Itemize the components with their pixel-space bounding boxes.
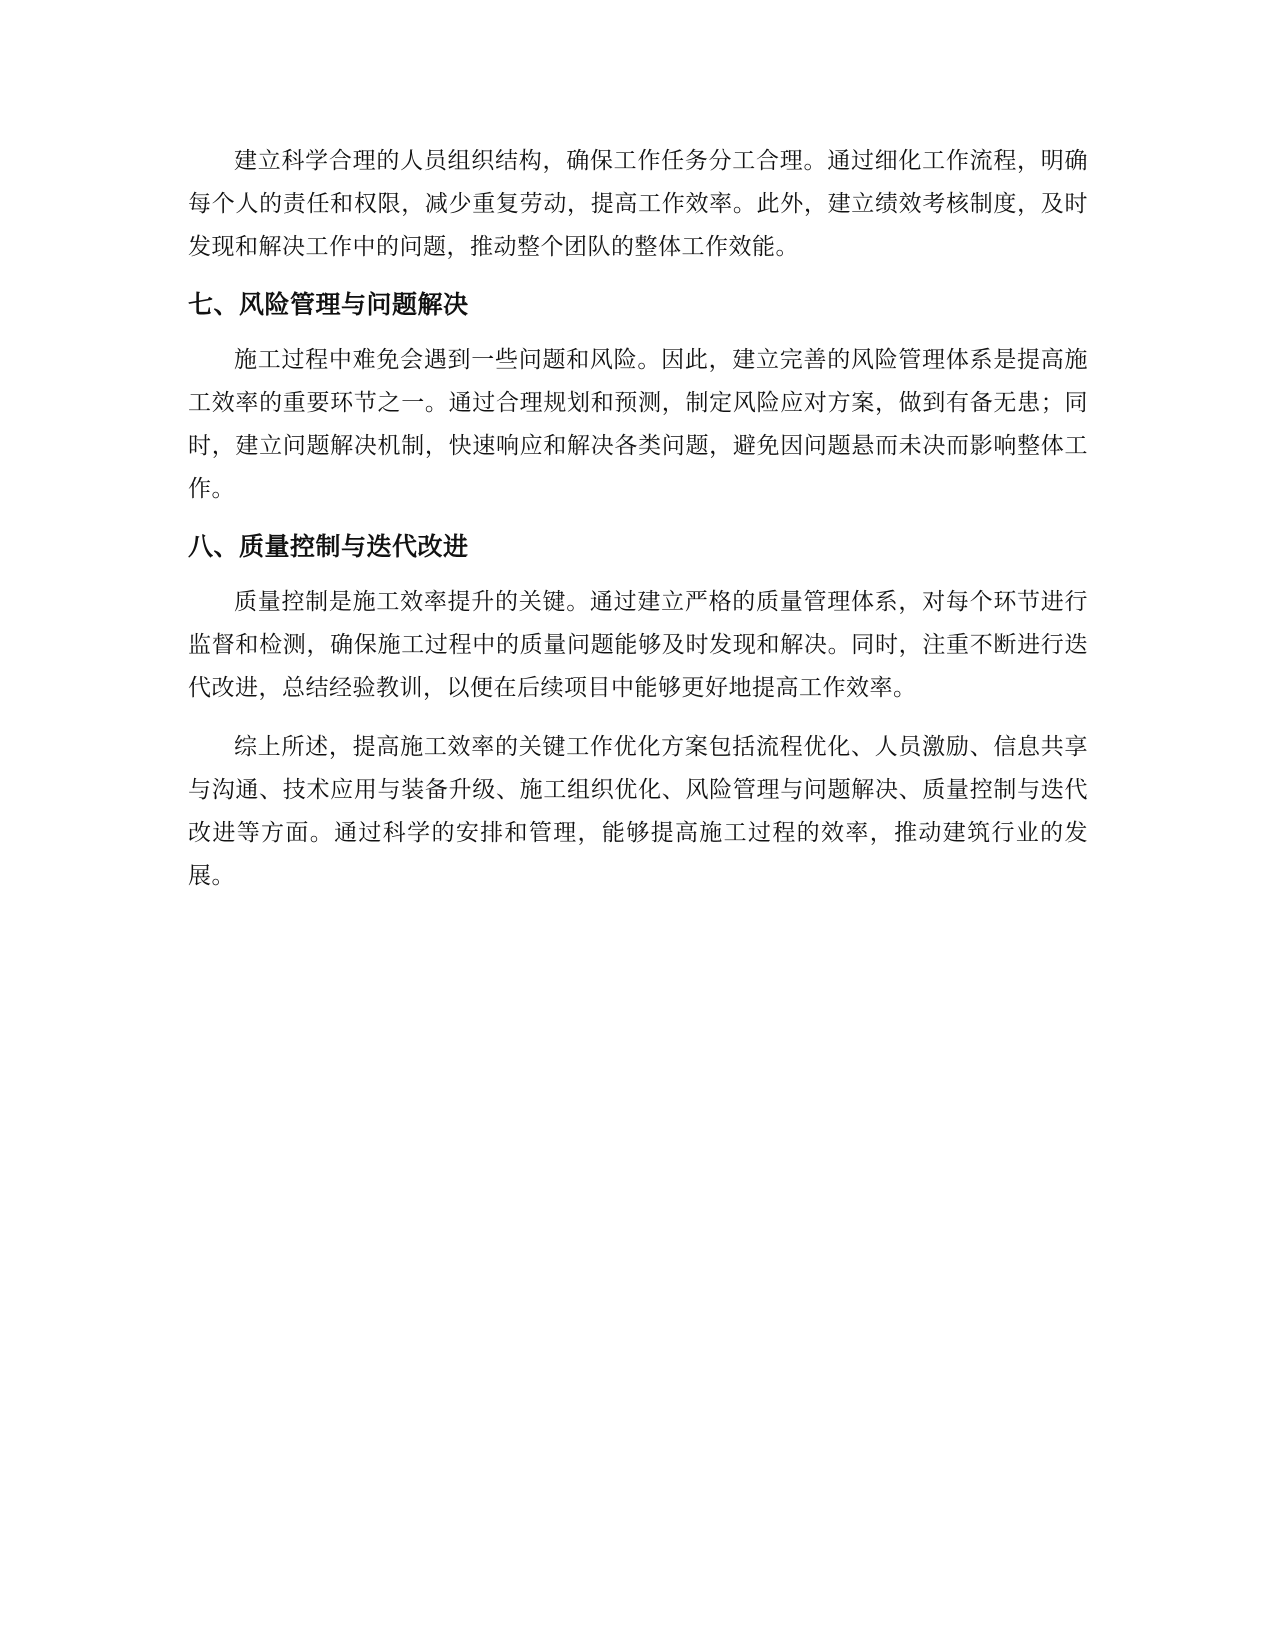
paragraph-organization: 建立科学合理的人员组织结构，确保工作任务分工合理。通过细化工作流程，明确每个人的责任和权限，减少重复劳动，提高工作效率。此外，建立绩效考核制度，及时发现和解决工作中的问题，推动整个团队的整体工作效能。 bbox=[188, 148, 1088, 260]
paragraph-quality-control: 质量控制是施工效率提升的关键。通过建立严格的质量管理体系，对每个环节进行监督和检测，确保施工过程中的质量问题能够及时发现和解决。同时，注重不断进行迭代改进，总结经验教训，以便在后续项目中能够更好地提高工作效率。 bbox=[188, 589, 1088, 701]
section-heading-quality-control: 八、质量控制与迭代改进 bbox=[188, 532, 469, 561]
paragraph-summary: 综上所述，提高施工效率的关键工作优化方案包括流程优化、人员激励、信息共享与沟通、技术应用与装备升级、施工组织优化、风险管理与问题解决、质量控制与迭代改进等方面。通过科学的安排和管理，能够提高施工过程的效率，推动建筑行业的发展。 bbox=[188, 734, 1088, 889]
paragraph-risk-management: 施工过程中难免会遇到一些问题和风险。因此，建立完善的风险管理体系是提高施工效率的重要环节之一。通过合理规划和预测，制定风险应对方案，做到有备无患；同时，建立问题解决机制，快速响应和解决各类问题，避免因问题悬而未决而影响整体工作。 bbox=[188, 347, 1088, 502]
section-heading-risk-management: 七、风险管理与问题解决 bbox=[188, 290, 469, 319]
document-body bbox=[188, 140, 1088, 914]
